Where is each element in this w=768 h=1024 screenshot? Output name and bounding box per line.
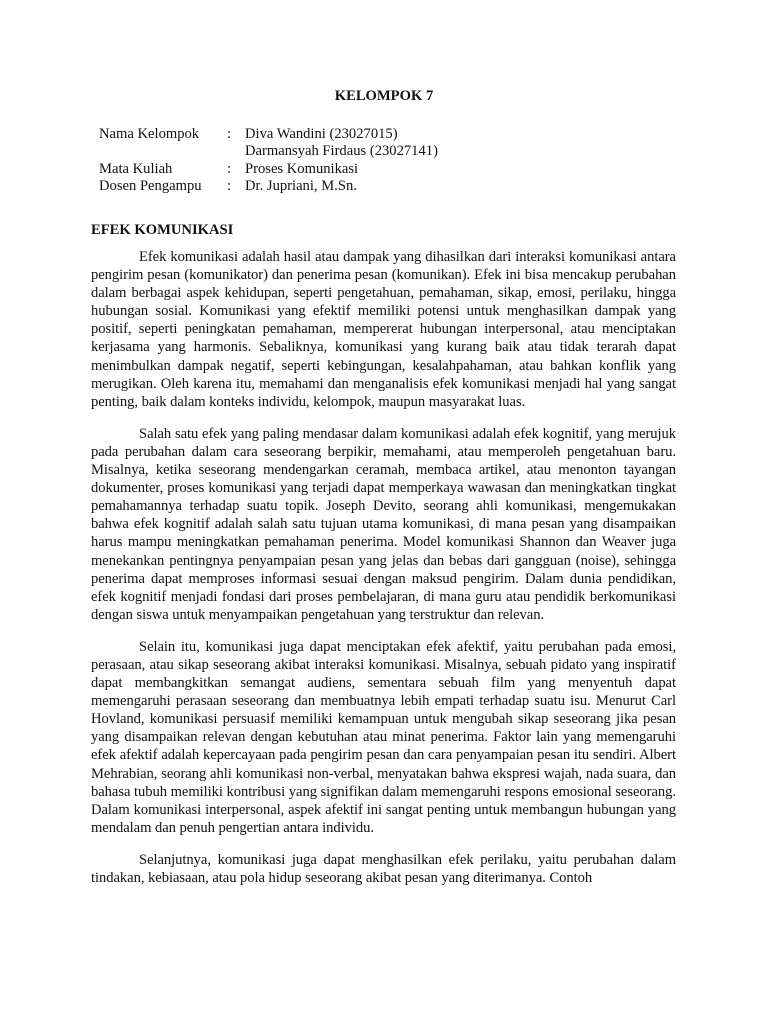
- group-info: [99, 126, 679, 196]
- paragraph: Efek komunikasi adalah hasil atau dampak yang dihasilkan dari interaksi komunikasi antara pengirim pesan (komunikator) dan penerima pesan (komunikan). Efek ini bisa mencakup perubahan dalam berbagai aspek kehidupan, seperti pengetahuan, pemahaman, sikap, emosi, perilaku, hingga hubungan sosial. Komunikasi yang efektif memiliki potensi untuk menghasilkan dampak yang positif, seperti peningkatan pemahaman, mempererat hubungan interpersonal, atau menciptakan kerjasama yang harmonis. Sebaliknya, komunikasi yang kurang baik atau tidak terarah dapat menimbulkan dampak negatif, seperti kebingungan, kesalahpahaman, atau bahkan konflik yang merugikan. Oleh karena itu, memahami dan menganalisis efek komunikasi menjadi hal yang sangat penting, baik dalam konteks individu, kelompok, maupun masyarakat luas.: [91, 249, 676, 410]
- paragraph: Selain itu, komunikasi juga dapat menciptakan efek afektif, yaitu perubahan pada emosi, perasaan, atau sikap seseorang akibat interaksi komunikasi. Misalnya, sebuah pidato yang inspiratif dapat membangkitkan semangat audiens, sementara sebuah film yang menyentuh dapat memengaruhi perasaan seseorang dan membuatnya lebih empati terhadap suatu isu. Menurut Carl Hovland, komunikasi persuasif memiliki kemampuan untuk mengubah sikap seseorang jika pesan yang disampaikan relevan dengan kebutuhan atau minat penerima. Faktor lain yang memengaruhi efek afektif adalah kepercayaan pada pengirim pesan dan cara penyampaian pesan itu sendiri. Albert Mehrabian, seorang ahli komunikasi non-verbal, menyatakan bahwa ekspresi wajah, nada suara, dan bahasa tubuh memiliki kontribusi yang signifikan dalam memengaruhi respons emosional seseorang. Dalam komunikasi interpersonal, aspek afektif ini sangat penting untuk membangun hubungan yang mendalam dan penuh pengertian antara individu.: [91, 638, 676, 836]
- section-heading: EFEK KOMUNIKASI: [91, 222, 234, 238]
- info-row-group-name: [99, 126, 679, 143]
- info-colon: :: [227, 126, 232, 142]
- info-label: Nama Kelompok: [99, 126, 200, 142]
- body-text: [91, 248, 676, 901]
- paragraph: Salah satu efek yang paling mendasar dalam komunikasi adalah efek kognitif, yang merujuk pada perubahan dalam cara seseorang berpikir, memahami, atau memperoleh pengetahuan baru. Misalnya, ketika seseorang mendengarkan ceramah, membaca artikel, atau menonton tayangan dokumenter, proses komunikasi yang terjadi dapat memperkaya wawasan dan meningkatkan tingkat pemahamannya terhadap suatu topik. Joseph Devito, seorang ahli komunikasi, mengemukakan bahwa efek kognitif adalah salah satu tujuan utama komunikasi, di mana pesan yang disampaikan harus mampu meningkatkan pemahaman penerima. Model komunikasi Shannon dan Weaver juga menekankan pentingnya penyampaian pesan yang jelas dan bebas dari gangguan (noise), sehingga penerima dapat memproses informasi sesuai dengan maksud pengirim. Dalam dunia pendidikan, efek kognitif menjadi fondasi dari proses pembelajaran, di mana guru atau pendidik berkomunikasi dengan siswa untuk menyampaikan pengetahuan yang terstruktur dan relevan.: [91, 425, 676, 623]
- info-label: [99, 143, 227, 160]
- info-colon: :: [227, 160, 232, 177]
- info-value: Diva Wandini (23027015): [245, 126, 398, 142]
- info-row-lecturer: [99, 178, 679, 195]
- document-title: KELOMPOK 7: [334, 88, 434, 104]
- info-value: Darmansyah Firdaus (23027141): [245, 143, 438, 160]
- info-colon: :: [227, 178, 232, 195]
- paragraph: Selanjutnya, komunikasi juga dapat menghasilkan efek perilaku, yaitu perubahan dalam tindakan, kebiasaan, atau pola hidup seseorang akibat pesan yang diterimanya. Contoh: [91, 851, 676, 886]
- info-label: Dosen Pengampu: [99, 178, 202, 195]
- info-row-group-member: [99, 143, 679, 160]
- info-row-course: [99, 161, 679, 178]
- info-value: Proses Komunikasi: [245, 160, 359, 177]
- info-value: Dr. Jupriani, M.Sn.: [245, 178, 357, 195]
- info-colon: [227, 143, 245, 160]
- info-label: Mata Kuliah: [99, 160, 173, 177]
